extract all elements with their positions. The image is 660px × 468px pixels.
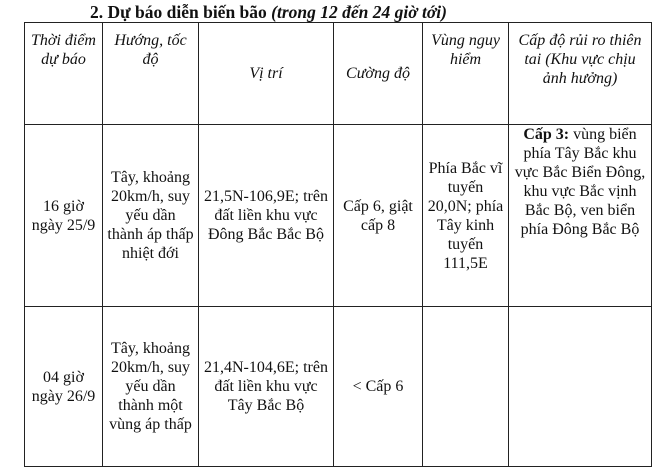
- cell-intensity: Cấp 6, giật cấp 8: [334, 125, 423, 307]
- table-header-row: [25, 23, 652, 125]
- cell-intensity: < Cấp 6: [334, 307, 423, 467]
- cell-position: 21,4N-104,6E; trên đất liền khu vực Tây Bắc Bộ: [199, 307, 334, 467]
- cell-risk-level: [509, 125, 652, 307]
- header-risk-level: Cấp độ rủi ro thiên tai (Khu vực chịu ảnh hưởng): [509, 23, 652, 125]
- table-row: [25, 125, 652, 307]
- cell-danger-zone: Phía Bắc vĩ tuyến 20,0N; phía Tây kinh tuyến 111,5E: [423, 125, 509, 307]
- header-intensity: Cường độ: [334, 23, 423, 125]
- risk-level-label: Cấp 3:: [523, 126, 570, 143]
- cell-forecast-time: 16 giờ ngày 25/9: [25, 125, 103, 307]
- header-forecast-time: Thời điểm dự báo: [25, 23, 103, 125]
- cell-forecast-time: 04 giờ ngày 26/9: [25, 307, 103, 467]
- table-row: [25, 307, 652, 467]
- section-heading: [90, 2, 447, 22]
- cell-direction-speed: Tây, khoảng 20km/h, suy yếu dần thành áp thấp nhiệt đới: [103, 125, 199, 307]
- risk-area-text: vùng biển phía Tây Bắc khu vực Bắc Biển Đông, khu vực Bắc vịnh Bắc Bộ, ven biển phía Đông Bắc Bộ: [514, 126, 646, 238]
- cell-position: 21,5N-106,9E; trên đất liền khu vực Đông Bắc Bắc Bộ: [199, 125, 334, 307]
- section-heading-timeframe: (trong 12 đến 24 giờ tới): [271, 2, 447, 22]
- cell-direction-speed: Tây, khoảng 20km/h, suy yếu dần thành một vùng áp thấp: [103, 307, 199, 467]
- storm-forecast-table: [24, 22, 652, 467]
- header-danger-zone: Vùng nguy hiểm: [423, 23, 509, 125]
- cell-danger-zone: [423, 307, 509, 467]
- header-position: Vị trí: [199, 23, 334, 125]
- cell-risk-level: [509, 307, 652, 467]
- header-direction-speed: Hướng, tốc độ: [103, 23, 199, 125]
- section-heading-number: 2. Dự báo diễn biến bão: [90, 2, 267, 22]
